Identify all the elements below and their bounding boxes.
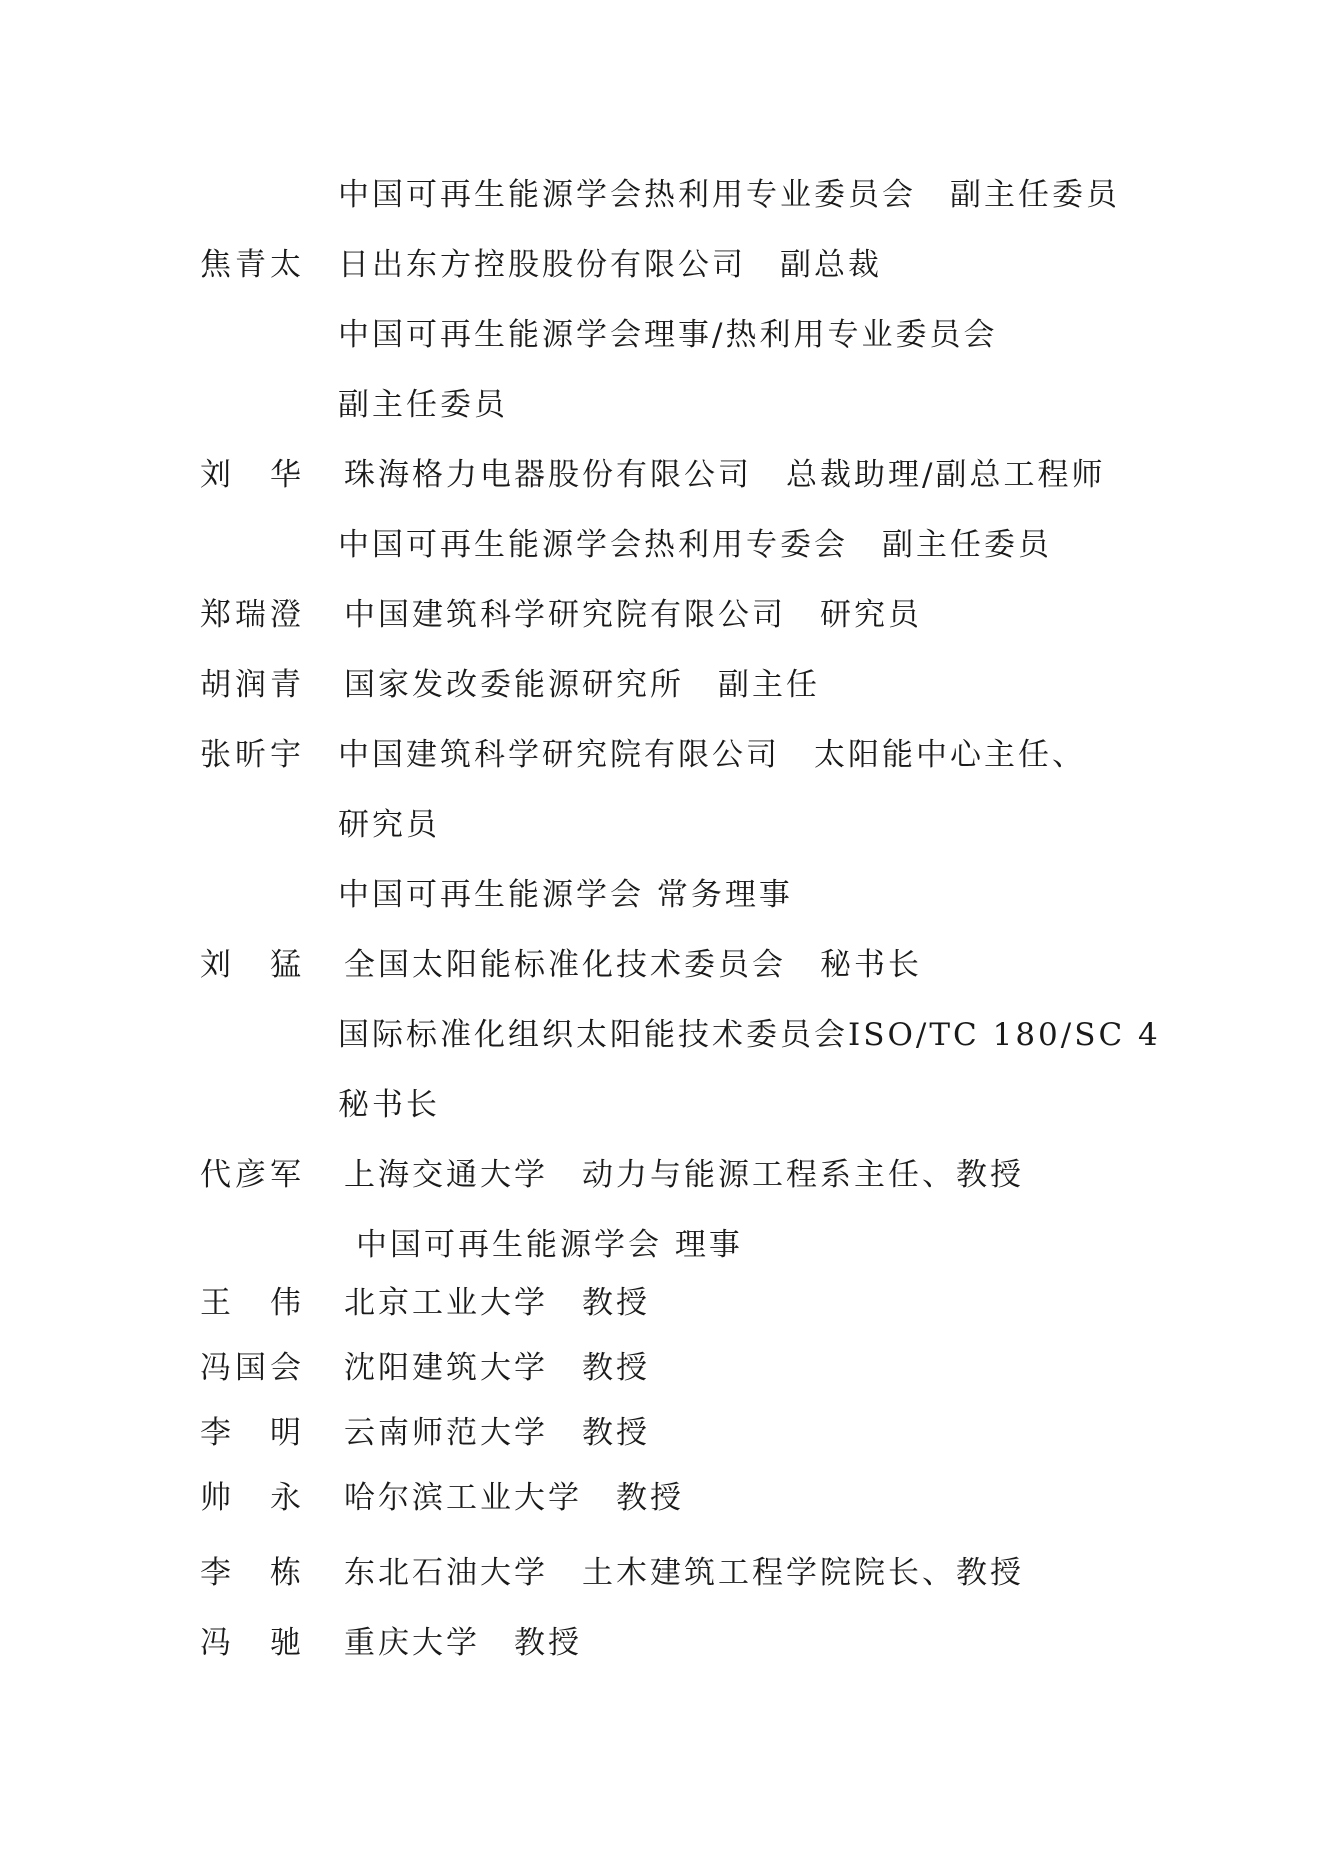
member-affiliation: 北京工业大学 教授 <box>344 1285 650 1321</box>
member-affiliation: 中国建筑科学研究院有限公司 太阳能中心主任、 <box>338 737 1086 773</box>
member-affiliation: 珠海格力电器股份有限公司 总裁助理/副总工程师 <box>344 457 1106 493</box>
list-item <box>0 1343 1323 1393</box>
member-affiliation: 哈尔滨工业大学 教授 <box>344 1480 684 1516</box>
list-item <box>0 450 1323 500</box>
member-name: 冯国会 <box>200 1350 305 1386</box>
list-item <box>0 1278 1323 1328</box>
member-name: 张昕宇 <box>200 737 305 773</box>
list-item <box>0 240 1323 290</box>
member-name: 李 明 <box>200 1415 305 1451</box>
list-item <box>0 1618 1323 1668</box>
member-affiliation: 东北石油大学 土木建筑工程学院院长、教授 <box>344 1555 1024 1591</box>
member-affiliation: 日出东方控股股份有限公司 副总裁 <box>338 247 882 283</box>
list-item <box>0 520 1323 570</box>
member-name: 焦青太 <box>200 247 305 283</box>
member-affiliation: 中国可再生能源学会热利用专委会 副主任委员 <box>338 527 1052 563</box>
member-affiliation: 研究员 <box>338 807 440 843</box>
member-name: 冯 驰 <box>200 1625 305 1661</box>
member-affiliation: 沈阳建筑大学 教授 <box>344 1350 650 1386</box>
list-item <box>0 380 1323 430</box>
list-item <box>0 800 1323 850</box>
list-item <box>0 870 1323 920</box>
member-affiliation: 副主任委员 <box>338 387 508 423</box>
list-item <box>0 1080 1323 1130</box>
list-item <box>0 310 1323 360</box>
list-item <box>0 1220 1323 1270</box>
member-name: 刘 华 <box>200 457 305 493</box>
member-affiliation: 中国建筑科学研究院有限公司 研究员 <box>344 597 922 633</box>
member-name: 帅 永 <box>200 1480 305 1516</box>
member-name: 李 栋 <box>200 1555 305 1591</box>
list-item <box>0 170 1323 220</box>
member-affiliation: 国际标准化组织太阳能技术委员会ISO/TC 180/SC 4 <box>338 1017 1161 1053</box>
list-item <box>0 1010 1323 1060</box>
member-affiliation: 重庆大学 教授 <box>344 1625 582 1661</box>
list-item <box>0 940 1323 990</box>
member-affiliation: 上海交通大学 动力与能源工程系主任、教授 <box>344 1157 1024 1193</box>
list-item <box>0 1473 1323 1523</box>
member-affiliation: 秘书长 <box>338 1087 440 1123</box>
member-affiliation: 云南师范大学 教授 <box>344 1415 650 1451</box>
member-affiliation: 全国太阳能标准化技术委员会 秘书长 <box>344 947 922 983</box>
member-name: 刘 猛 <box>200 947 305 983</box>
list-item <box>0 1548 1323 1598</box>
member-affiliation: 中国可再生能源学会 理事 <box>356 1227 743 1263</box>
member-name: 代彦军 <box>200 1157 305 1193</box>
list-item <box>0 660 1323 710</box>
member-affiliation: 中国可再生能源学会理事/热利用专业委员会 <box>338 317 998 353</box>
list-item <box>0 1408 1323 1458</box>
member-affiliation: 中国可再生能源学会 常务理事 <box>338 877 793 913</box>
member-name: 郑瑞澄 <box>200 597 305 633</box>
list-item <box>0 590 1323 640</box>
member-affiliation: 国家发改委能源研究所 副主任 <box>344 667 820 703</box>
list-item <box>0 730 1323 780</box>
member-affiliation: 中国可再生能源学会热利用专业委员会 副主任委员 <box>338 177 1120 213</box>
member-name: 胡润青 <box>200 667 305 703</box>
list-item <box>0 1150 1323 1200</box>
member-name: 王 伟 <box>200 1285 305 1321</box>
